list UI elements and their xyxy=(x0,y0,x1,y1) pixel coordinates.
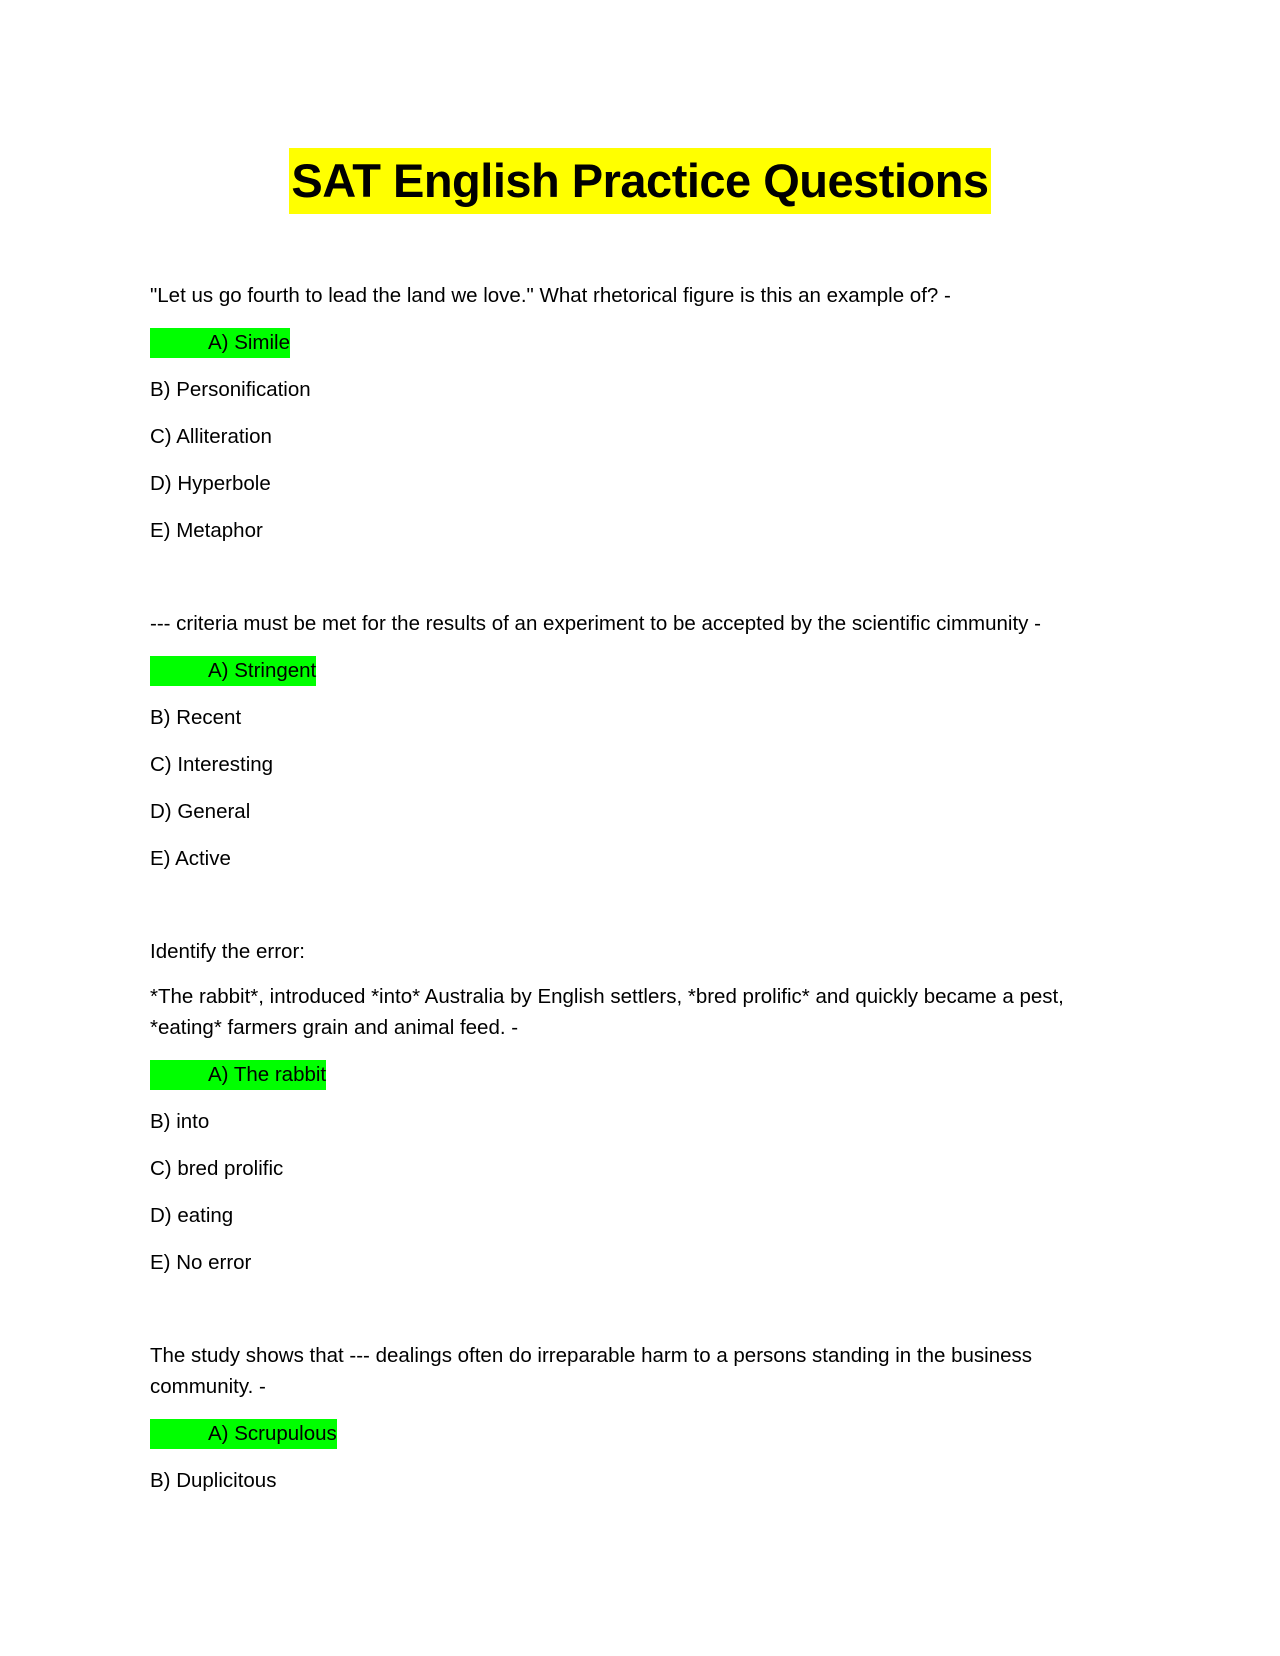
question-1 xyxy=(150,280,1130,546)
question-3 xyxy=(150,936,1130,1278)
question-text: "Let us go fourth to lead the land we love." What rhetorical figure is this an example of? - xyxy=(150,284,951,307)
option: E) No error xyxy=(150,1251,252,1274)
option-correct xyxy=(150,1418,1130,1449)
question-2 xyxy=(150,608,1130,874)
question-text: --- criteria must be met for the results of an experiment to be accepted by the scientific cimmunity - xyxy=(150,612,1041,635)
option: C) Alliteration xyxy=(150,425,272,448)
option-correct xyxy=(150,327,1130,358)
title-wrap xyxy=(0,148,1280,214)
option-correct xyxy=(150,1059,1130,1090)
option-label: A) Scrupulous xyxy=(150,1419,337,1449)
option: E) Active xyxy=(150,847,231,870)
question-list xyxy=(150,280,1130,1512)
option: E) Metaphor xyxy=(150,519,263,542)
question-intro: Identify the error: xyxy=(150,940,305,963)
option-label: A) The rabbit xyxy=(150,1060,326,1090)
spacer xyxy=(150,562,1130,608)
page-title: SAT English Practice Questions xyxy=(289,148,990,214)
option: C) Interesting xyxy=(150,753,274,776)
option-label: A) Stringent xyxy=(150,656,316,686)
option: B) Recent xyxy=(150,706,242,729)
spacer xyxy=(150,890,1130,936)
question-text: The study shows that --- dealings often do irreparable harm to a persons standing in the business community. - xyxy=(150,1344,1032,1398)
option: B) into xyxy=(150,1110,210,1133)
option: B) Duplicitous xyxy=(150,1469,277,1492)
option: D) eating xyxy=(150,1204,234,1227)
option-correct xyxy=(150,655,1130,686)
spacer xyxy=(150,1294,1130,1340)
option: D) General xyxy=(150,800,251,823)
question-4 xyxy=(150,1340,1130,1496)
option: B) Personification xyxy=(150,378,311,401)
option: C) bred prolific xyxy=(150,1157,284,1180)
option: D) Hyperbole xyxy=(150,472,271,495)
option-label: A) Simile xyxy=(150,328,290,358)
question-text: *The rabbit*, introduced *into* Australia by English settlers, *bred prolific* and quickly became a pest, *eating* farmers grain and animal feed. - xyxy=(150,985,1064,1039)
